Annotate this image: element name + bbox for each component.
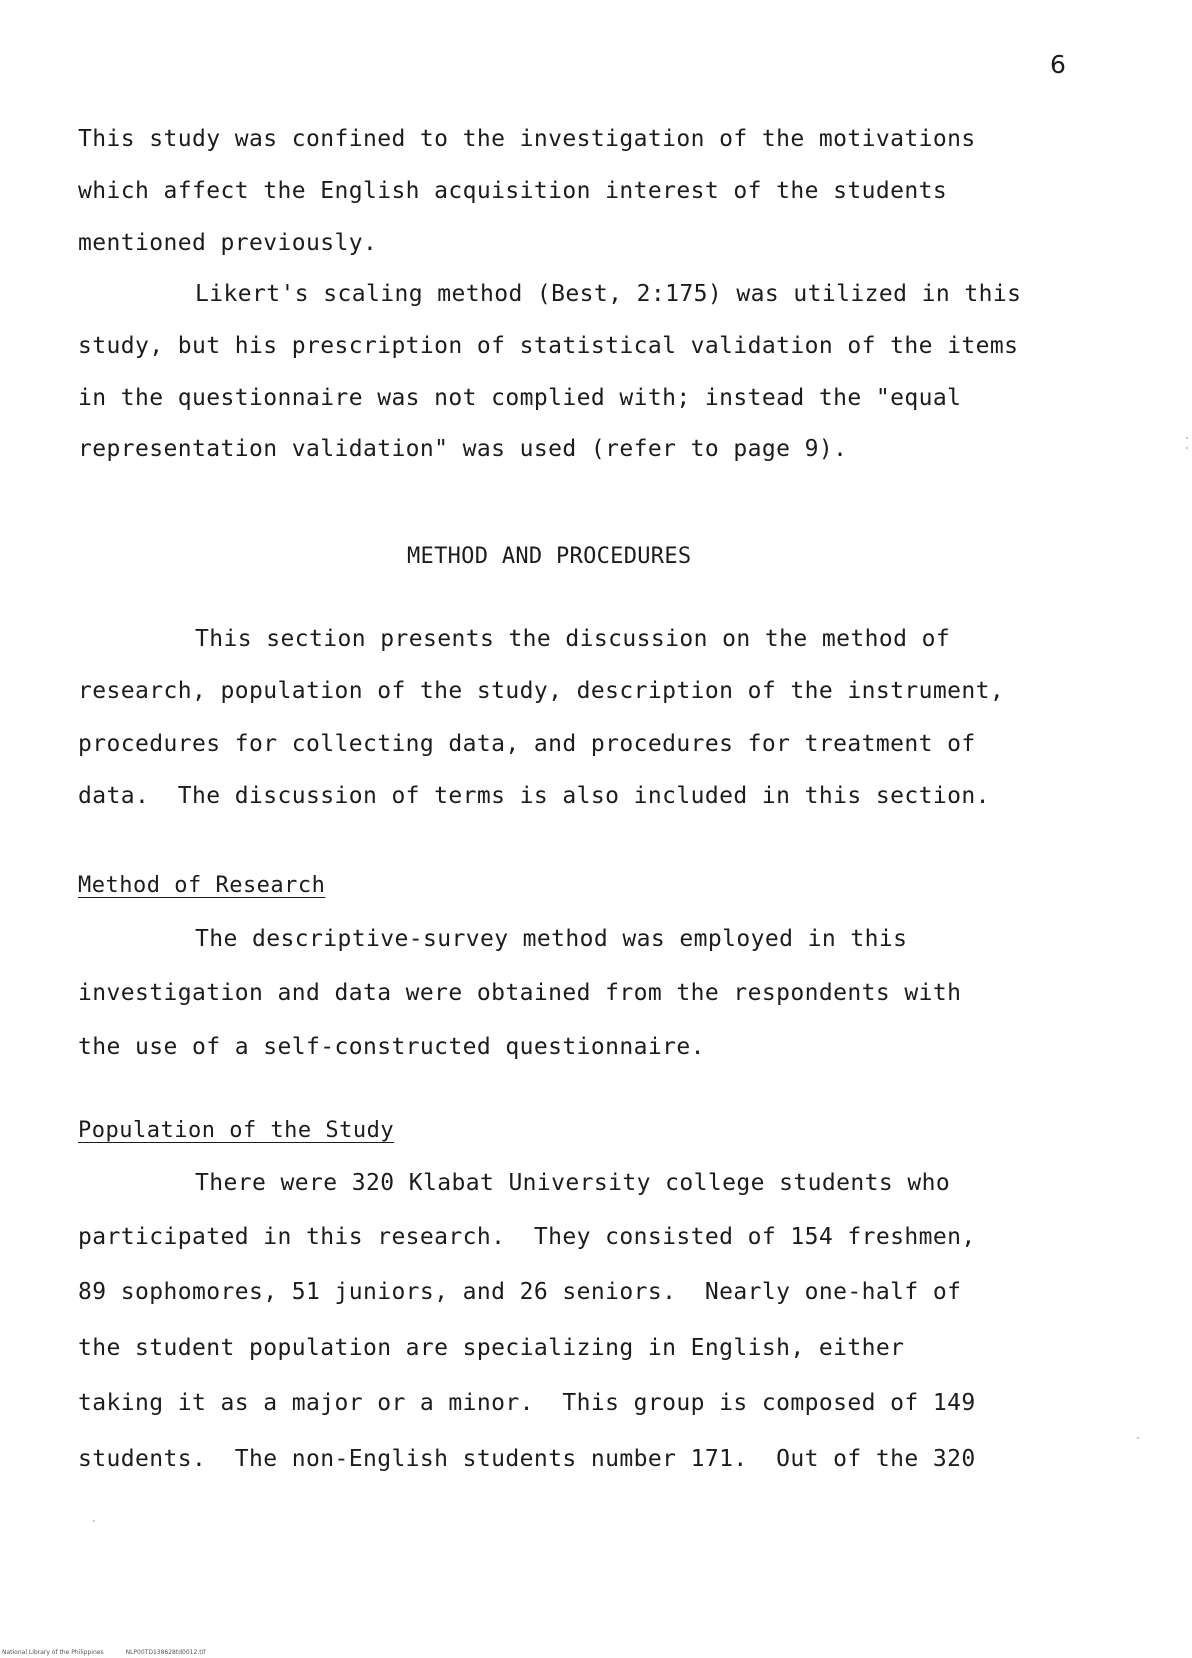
paragraph-line: 89 sophomores, 51 juniors, and 26 seniors. Nearly one-half of <box>78 1279 962 1305</box>
paragraph-line: There were 320 Klabat University college students who <box>195 1170 951 1196</box>
paragraph-line: mentioned previously. <box>78 230 378 256</box>
footer-library: National Library of the Philippines <box>2 1649 104 1656</box>
paragraph-line: This section presents the discussion on the method of <box>195 626 951 652</box>
paragraph-line: investigation and data were obtained from the respondents with <box>78 980 962 1006</box>
scan-footer <box>2 1649 205 1656</box>
scan-speck <box>1137 1437 1139 1439</box>
section-heading: METHOD AND PROCEDURES <box>407 544 692 569</box>
scan-speck <box>93 1520 95 1522</box>
paragraph-line: study, but his prescription of statistical validation of the items <box>78 333 1019 359</box>
footer-file: NLP00TD138628td0012.tif <box>125 1649 206 1656</box>
paragraph-line: procedures for collecting data, and procedures for treatment of <box>78 731 976 757</box>
paragraph-line: The descriptive-survey method was employed in this <box>195 926 908 952</box>
paragraph-line: Likert's scaling method (Best, 2:175) was utilized in this <box>195 281 1022 307</box>
subheading-method-of-research: Method of Research <box>78 873 326 898</box>
scan-speck <box>1186 447 1188 449</box>
paragraph-line: participated in this research. They consisted of 154 freshmen, <box>78 1224 976 1250</box>
paragraph-line: the use of a self-constructed questionnaire. <box>78 1034 705 1060</box>
paragraph-line: representation validation" was used (refer to page 9). <box>78 436 848 462</box>
scan-speck <box>1186 437 1188 439</box>
paragraph-line: taking it as a major or a minor. This group is composed of 149 <box>78 1390 976 1416</box>
paragraph-line: This study was confined to the investigation of the motivations <box>78 126 976 152</box>
paragraph-line: the student population are specializing in English, either <box>78 1335 905 1361</box>
paragraph-line: research, population of the study, description of the instrument, <box>78 678 1005 704</box>
paragraph-line: in the questionnaire was not complied with; instead the "equal <box>78 385 962 411</box>
page-number: 6 <box>1050 50 1066 79</box>
paragraph-line: students. The non-English students number 171. Out of the 320 <box>78 1446 976 1472</box>
subheading-population-of-study: Population of the Study <box>78 1118 395 1143</box>
paragraph-line: data. The discussion of terms is also included in this section. <box>78 783 990 809</box>
paragraph-line: which affect the English acquisition interest of the students <box>78 178 948 204</box>
